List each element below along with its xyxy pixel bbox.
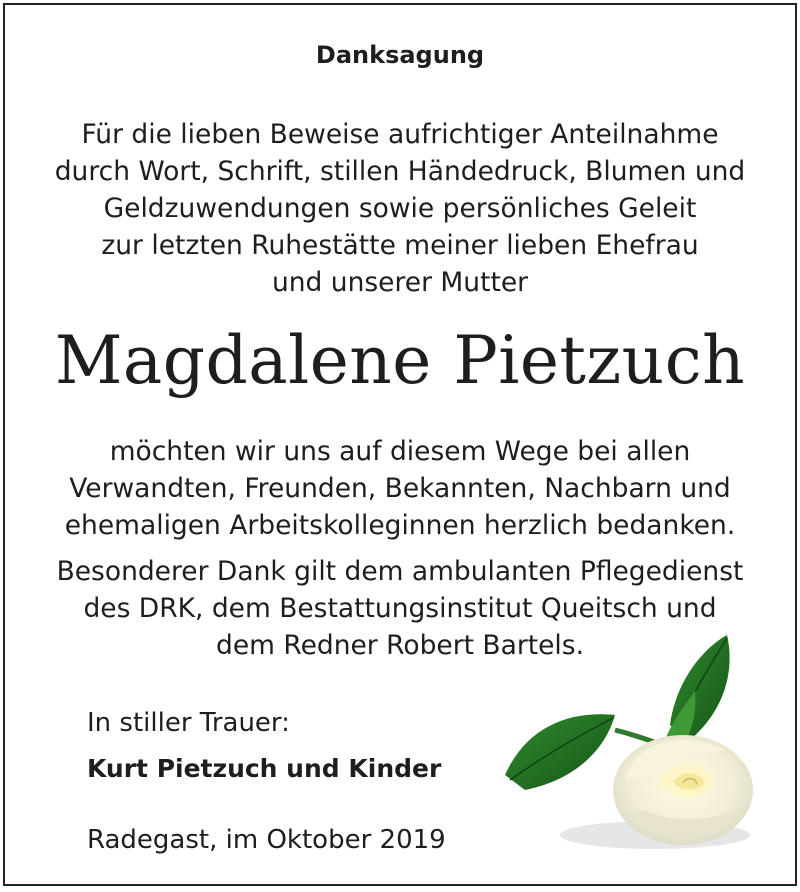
intro-paragraph — [5, 116, 795, 301]
signer-name: Kurt Pietzuch und Kinder — [87, 754, 442, 783]
thanks-line: möchten wir uns auf diesem Wege bei allen — [109, 436, 691, 467]
notice-heading: Danksagung — [315, 41, 485, 69]
intro-line: und unserer Mutter — [271, 267, 529, 298]
mourning-label: In stiller Trauer: — [87, 708, 290, 738]
thanks-paragraph — [5, 433, 795, 544]
deceased-name: Magdalene Pietzuch — [54, 322, 746, 399]
intro-line: Für die lieben Beweise aufrichtiger Anteilnahme — [81, 119, 719, 150]
thanks-line: Verwandten, Freunden, Bekannten, Nachbarn und — [69, 473, 731, 504]
white-rose-icon — [505, 630, 767, 858]
thanks-line: ehemaligen Arbeitskolleginnen herzlich bedanken. — [64, 510, 736, 541]
special-thanks-line: des DRK, dem Bestattungsinstitut Queitsch und — [83, 593, 717, 624]
special-thanks-line: Besonderer Dank gilt dem ambulanten Pflegedienst — [56, 556, 744, 587]
intro-line: durch Wort, Schrift, stillen Händedruck, Blumen und — [54, 156, 746, 187]
intro-line: zur letzten Ruhestätte meiner lieben Ehefrau — [101, 230, 699, 261]
intro-line: Geldzuwendungen sowie persönliches Geleit — [103, 193, 697, 224]
obituary-card — [3, 3, 797, 886]
special-thanks-line: dem Redner Robert Bartels. — [216, 630, 584, 661]
place-date: Radegast, im Oktober 2019 — [87, 825, 446, 855]
